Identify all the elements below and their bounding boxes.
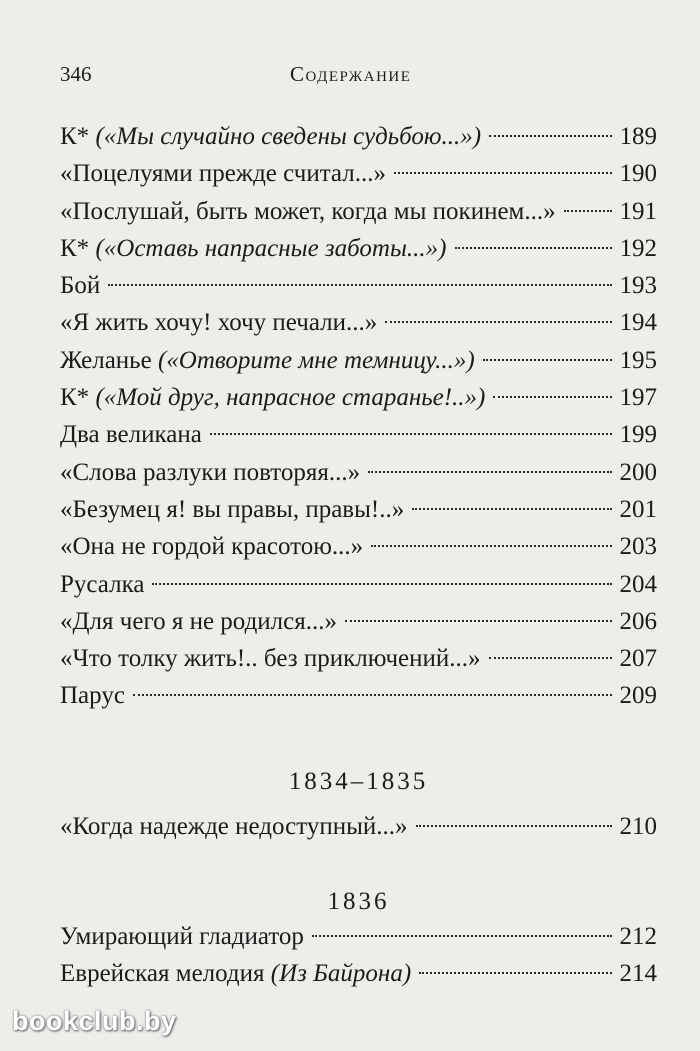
toc-list: [60, 123, 657, 720]
toc-entry: [60, 123, 657, 160]
toc-entry-page: 214: [619, 960, 657, 988]
toc-entry: [60, 923, 657, 960]
toc-entry-title: [60, 608, 337, 636]
toc-entry-title-italic: (Из Байрона): [270, 960, 412, 988]
toc-entry-title: [60, 682, 125, 710]
toc-entry-title-plain: Русалка: [60, 570, 145, 598]
running-title: Содержание: [290, 62, 412, 86]
toc-entry-page: 207: [619, 645, 657, 673]
toc-entry-title: [60, 123, 481, 151]
toc-entry-title: [60, 384, 485, 412]
toc-entry-title: [60, 496, 404, 524]
toc-entry-page: 193: [619, 272, 657, 300]
dot-leader: [345, 620, 611, 622]
toc-entry-title: [60, 272, 100, 300]
toc-entry-page: 203: [619, 533, 657, 561]
dot-leader: [133, 694, 612, 696]
toc-entry: [60, 533, 657, 570]
toc-entry: [60, 235, 657, 272]
toc-entry-page: 209: [619, 682, 657, 710]
dot-leader: [371, 545, 611, 547]
toc-entry-title: [60, 813, 408, 841]
toc-entry-title: [60, 198, 556, 226]
toc-entry-title-plain: Еврейская мелодия: [60, 960, 265, 988]
toc-entry-title-plain: Парус: [60, 682, 125, 710]
page-number: 346: [60, 62, 92, 86]
toc-entry: [60, 682, 657, 719]
toc-entry-title-plain: «Я жить хочу! хочу печали...»: [60, 309, 378, 337]
toc-entry: [60, 309, 657, 346]
toc-entry: [60, 272, 657, 309]
toc-entry-title: [60, 309, 377, 337]
section-heading-1836: 1836: [327, 888, 390, 915]
toc-entry-page: 201: [619, 495, 657, 523]
dot-leader: [483, 359, 612, 361]
toc-entry-title-plain: «Безумец я! вы правы, правы!..»: [60, 495, 405, 523]
toc-entry-title: [60, 347, 475, 375]
dot-leader: [368, 471, 611, 473]
toc-entry-title-plain: Бой: [60, 272, 101, 300]
dot-leader: [455, 247, 612, 249]
toc-entry-title-italic: («Мы случайно сведены судьбою...»): [95, 123, 482, 150]
toc-entry-page: 204: [619, 570, 657, 598]
toc-entry-page: 210: [619, 813, 657, 840]
dot-leader: [210, 433, 612, 435]
toc-entry-title-plain: «Послушай, быть может, когда мы покинем...»: [60, 197, 556, 225]
toc-entry-title-italic: («Мой друг, напрасное старанье!..»): [95, 384, 486, 412]
toc-list-1836: [60, 923, 657, 998]
toc-entry-title: [60, 533, 363, 561]
toc-entry-title: [60, 421, 202, 449]
toc-entry: [60, 608, 657, 645]
toc-entry-page: 189: [619, 123, 657, 150]
toc-entry-title-plain: «Для чего я не родился...»: [60, 607, 338, 635]
dot-leader: [108, 284, 611, 286]
toc-entry-title-plain: Желанье: [60, 346, 152, 374]
toc-entry-title-plain: «Поцелуями прежде считал...»: [60, 160, 386, 188]
toc-entry: [60, 645, 657, 682]
dot-leader: [489, 135, 611, 137]
toc-entry-title: [60, 960, 411, 988]
dot-leader: [412, 508, 611, 510]
toc-entry-title: [60, 459, 360, 487]
toc-entry: [60, 496, 657, 533]
toc-entry-title-plain: К*: [60, 384, 90, 412]
toc-entry-page: 192: [619, 234, 657, 262]
toc-entry-title-plain: «Что толку жить!.. без приключений...»: [60, 645, 481, 673]
toc-entry-title-plain: К*: [60, 234, 90, 262]
toc-entry-title-plain: «Слова разлуки повторяя...»: [60, 458, 361, 486]
toc-entry: [60, 459, 657, 496]
toc-entry-title: [60, 923, 304, 951]
watermark-logo: bookclub.by: [12, 1006, 177, 1036]
toc-entry-title: [60, 645, 481, 673]
toc-entry-title: [60, 235, 447, 263]
toc-entry-title-plain: Два великана: [60, 421, 202, 449]
toc-entry-page: 206: [619, 607, 657, 635]
toc-entry-page: 200: [619, 458, 657, 486]
toc-entry-title-plain: К*: [60, 123, 90, 150]
running-head: [60, 62, 660, 92]
toc-entry: [60, 813, 657, 850]
toc-entry: [60, 571, 657, 608]
toc-entry: [60, 384, 657, 421]
toc-entry: [60, 347, 657, 384]
dot-leader: [394, 172, 612, 174]
toc-entry-title-plain: «Когда надежде недоступный...»: [60, 813, 408, 840]
toc-entry: [60, 160, 657, 197]
toc-entry-title-italic: («Отворите мне темницу...»): [157, 346, 475, 374]
dot-leader: [312, 935, 612, 937]
dot-leader: [152, 583, 611, 585]
toc-entry-page: 195: [619, 346, 657, 374]
toc-entry-title-italic: («Оставь напрасные заботы...»): [95, 234, 447, 262]
toc-entry-page: 212: [619, 923, 657, 950]
dot-leader: [416, 825, 612, 827]
toc-entry-page: 194: [619, 309, 657, 337]
toc-entry-title-plain: «Она не гордой красотою...»: [60, 533, 364, 561]
toc-entry-page: 190: [619, 160, 657, 188]
dot-leader: [385, 321, 611, 323]
toc-entry: [60, 421, 657, 458]
section-heading-1834-1835: 1834–1835: [288, 768, 429, 795]
toc-list-1834-1835: [60, 813, 657, 850]
toc-entry-page: 199: [619, 421, 657, 449]
toc-entry-page: 191: [619, 197, 657, 225]
dot-leader: [564, 210, 612, 212]
toc-entry-title: [60, 160, 386, 188]
dot-leader: [419, 972, 611, 974]
toc-entry-page: 197: [619, 384, 657, 412]
toc-entry-title-plain: Умирающий гладиатор: [60, 923, 304, 950]
toc-entry-title: [60, 571, 144, 599]
dot-leader: [489, 657, 612, 659]
toc-entry: [60, 198, 657, 235]
dot-leader: [493, 396, 611, 398]
toc-entry: [60, 960, 657, 997]
